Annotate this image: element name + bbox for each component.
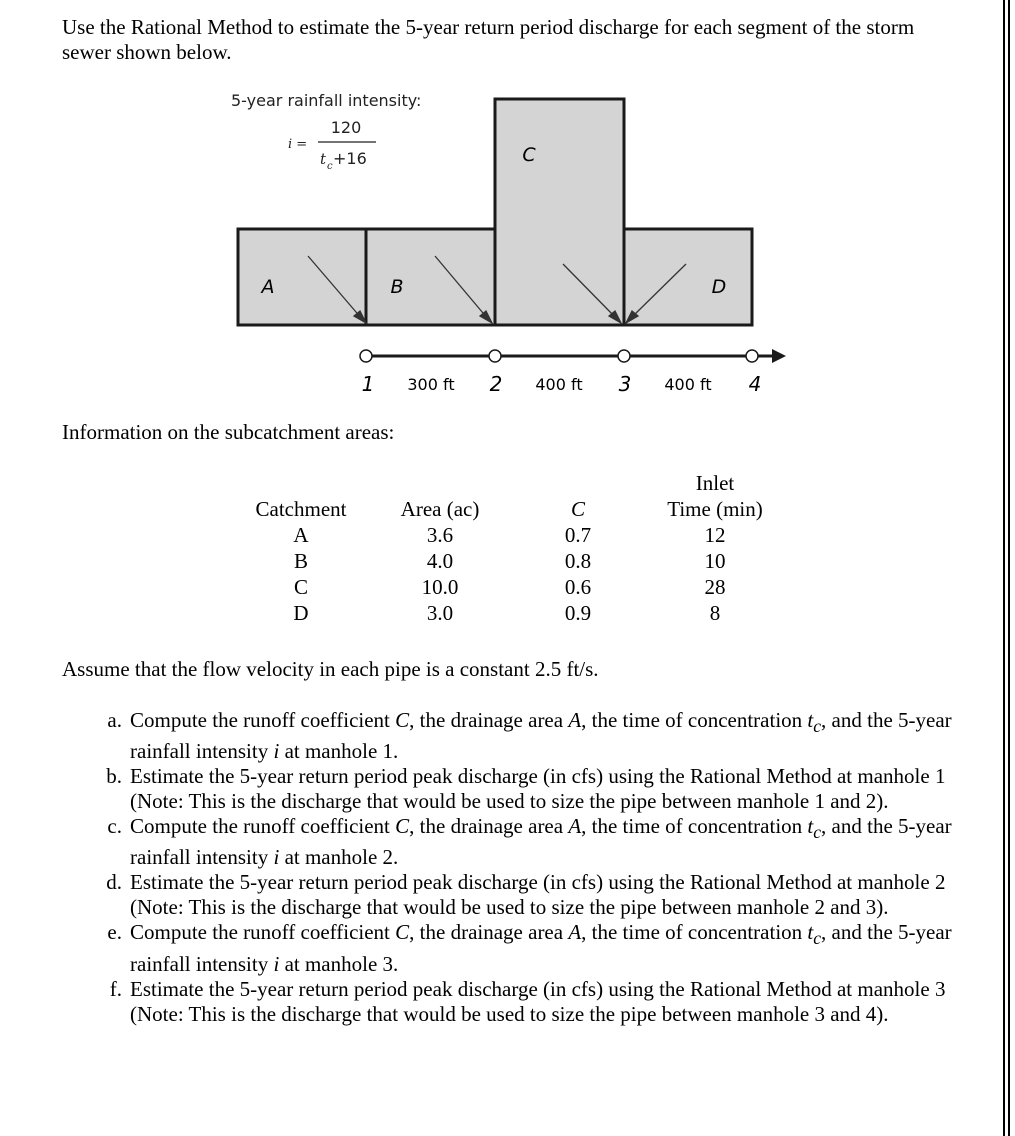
var-tc: t: [807, 814, 814, 839]
question-item: [94, 708, 994, 764]
var-i: i: [273, 739, 280, 764]
var-a: A: [568, 708, 582, 732]
question-text: , the time of concentration: [581, 708, 808, 732]
cell-area: 10.0: [421, 575, 459, 599]
var-i: i: [273, 845, 280, 870]
question-item: [94, 764, 994, 814]
manhole-label-4: 4: [748, 372, 762, 396]
column-inlet-time: [652, 470, 778, 626]
assumption-text: Assume that the flow velocity in each pipe is a constant 2.5 ft/s.: [62, 657, 599, 681]
formula-denominator-t: t: [320, 150, 327, 168]
page-border-right-outer: [1003, 0, 1005, 1136]
cell-c: 0.7: [564, 523, 592, 547]
segment-length-3-4: 400 ft: [664, 375, 712, 394]
question-item: [94, 870, 994, 920]
page-border-right-inner: [1008, 0, 1010, 1136]
segment-length-1-2: 300 ft: [407, 375, 455, 394]
var-tc-sub: c: [813, 928, 822, 949]
cell-catchment: B: [293, 549, 308, 573]
info-heading: Information on the subcatchment areas:: [62, 420, 395, 444]
var-tc-sub: c: [813, 822, 822, 843]
cell-catchment: A: [293, 523, 309, 547]
header-area: Area (ac): [400, 497, 480, 521]
question-text: Compute the runoff coefficient: [130, 920, 396, 945]
question-text: Estimate the 5-year return period peak discharge (in cfs) using the Rational Method at manhole 2 (Note: This is the discharge that would be used to size the pipe between manhole 2 and 3).: [130, 870, 946, 920]
manhole-label-3: 3: [618, 372, 632, 396]
cell-c: 0.6: [564, 575, 592, 599]
cell-catchment: C: [293, 575, 308, 599]
question-list: [94, 708, 994, 1027]
cell-inlet: 8: [709, 601, 721, 625]
var-c: C: [395, 814, 410, 839]
cell-catchment: D: [293, 601, 309, 625]
cell-inlet: 12: [704, 523, 726, 547]
formula-numerator: 120: [330, 118, 362, 137]
var-c: C: [395, 920, 410, 945]
catchment-label-c: C: [522, 144, 536, 166]
manhole-1: [360, 350, 372, 362]
header-inlet-line1: Inlet: [695, 471, 735, 495]
cell-inlet: 28: [704, 575, 726, 599]
question-text: Compute the runoff coefficient: [130, 708, 396, 732]
question-text: Estimate the 5-year return period peak discharge (in cfs) using the Rational Method at manhole 3 (Note: This is the discharge that would be used to size the pipe between manhole 3 and 4).: [130, 976, 946, 1026]
catchment-c-box: [495, 99, 624, 325]
cell-c: 0.8: [564, 549, 592, 573]
manhole-label-2: 2: [489, 372, 503, 396]
question-letter: d.: [106, 870, 122, 895]
question-letter: c.: [107, 814, 122, 839]
question-text: Estimate the 5-year return period peak discharge (in cfs) using the Rational Method at manhole 1 (Note: This is the discharge that would be used to size the pipe between manhole 1 and 2).: [130, 764, 946, 814]
catchment-label-d: D: [711, 276, 727, 298]
storm-sewer-diagram: [0, 0, 1015, 410]
formula-denominator-sub: c: [327, 161, 333, 172]
subcatchment-table: [0, 470, 1015, 635]
catchment-d-box: [624, 229, 752, 325]
question-item: [94, 920, 994, 976]
var-a: A: [568, 814, 582, 839]
manhole-label-1: 1: [361, 372, 375, 396]
question-item: [94, 977, 994, 1027]
catchment-label-b: B: [390, 276, 404, 298]
question-text: at manhole 2.: [279, 845, 399, 870]
outflow-arrowhead: [772, 349, 786, 363]
question-text: , and the 5-year rainfall intensity: [130, 920, 952, 976]
question-text: , and the 5-year rainfall intensity: [130, 708, 952, 764]
question-text: , the drainage area: [409, 814, 569, 839]
cell-area: 3.0: [426, 601, 454, 625]
cell-area: 3.6: [426, 523, 454, 547]
question-text: , the drainage area: [409, 708, 569, 732]
header-c: C: [570, 497, 585, 521]
catchment-label-a: A: [261, 276, 275, 298]
question-text: , the time of concentration: [581, 814, 808, 839]
manhole-4: [746, 350, 758, 362]
manhole-3: [618, 350, 630, 362]
question-letter: e.: [107, 920, 122, 945]
question-letter: a.: [107, 708, 122, 732]
question-text: , and the 5-year rainfall intensity: [130, 814, 952, 870]
rainfall-label: 5-year rainfall intensity:: [231, 91, 422, 110]
question-text: at manhole 1.: [279, 739, 399, 764]
column-area: [385, 496, 495, 626]
question-text: , the drainage area: [409, 920, 569, 945]
segment-length-2-3: 400 ft: [535, 375, 583, 394]
formula-denominator-rest: +16: [333, 149, 367, 168]
cell-area: 4.0: [426, 549, 454, 573]
var-a: A: [568, 920, 582, 945]
var-i: i: [273, 951, 280, 976]
column-catchment: [242, 496, 360, 626]
header-catchment: Catchment: [255, 497, 347, 521]
intro-paragraph: Use the Rational Method to estimate the 5-year return period discharge for each segment of the storm sewer shown below.: [62, 15, 915, 64]
question-letter: f.: [109, 976, 122, 1001]
catchment-a-box: [238, 229, 366, 325]
header-inlet-line2: Time (min): [667, 497, 763, 521]
column-c: [548, 496, 608, 626]
var-c: C: [395, 708, 410, 732]
catchment-b-box: [366, 229, 495, 325]
question-item: [94, 814, 994, 870]
var-tc: t: [807, 708, 814, 732]
question-letter: b.: [106, 764, 122, 789]
question-text: Compute the runoff coefficient: [130, 814, 396, 839]
formula-lhs: i =: [288, 137, 308, 152]
var-tc-sub: c: [813, 716, 822, 737]
cell-inlet: 10: [704, 549, 726, 573]
var-tc: t: [807, 920, 814, 945]
question-text: , the time of concentration: [581, 920, 808, 945]
cell-c: 0.9: [564, 601, 592, 625]
manhole-2: [489, 350, 501, 362]
question-text: at manhole 3.: [279, 951, 399, 976]
